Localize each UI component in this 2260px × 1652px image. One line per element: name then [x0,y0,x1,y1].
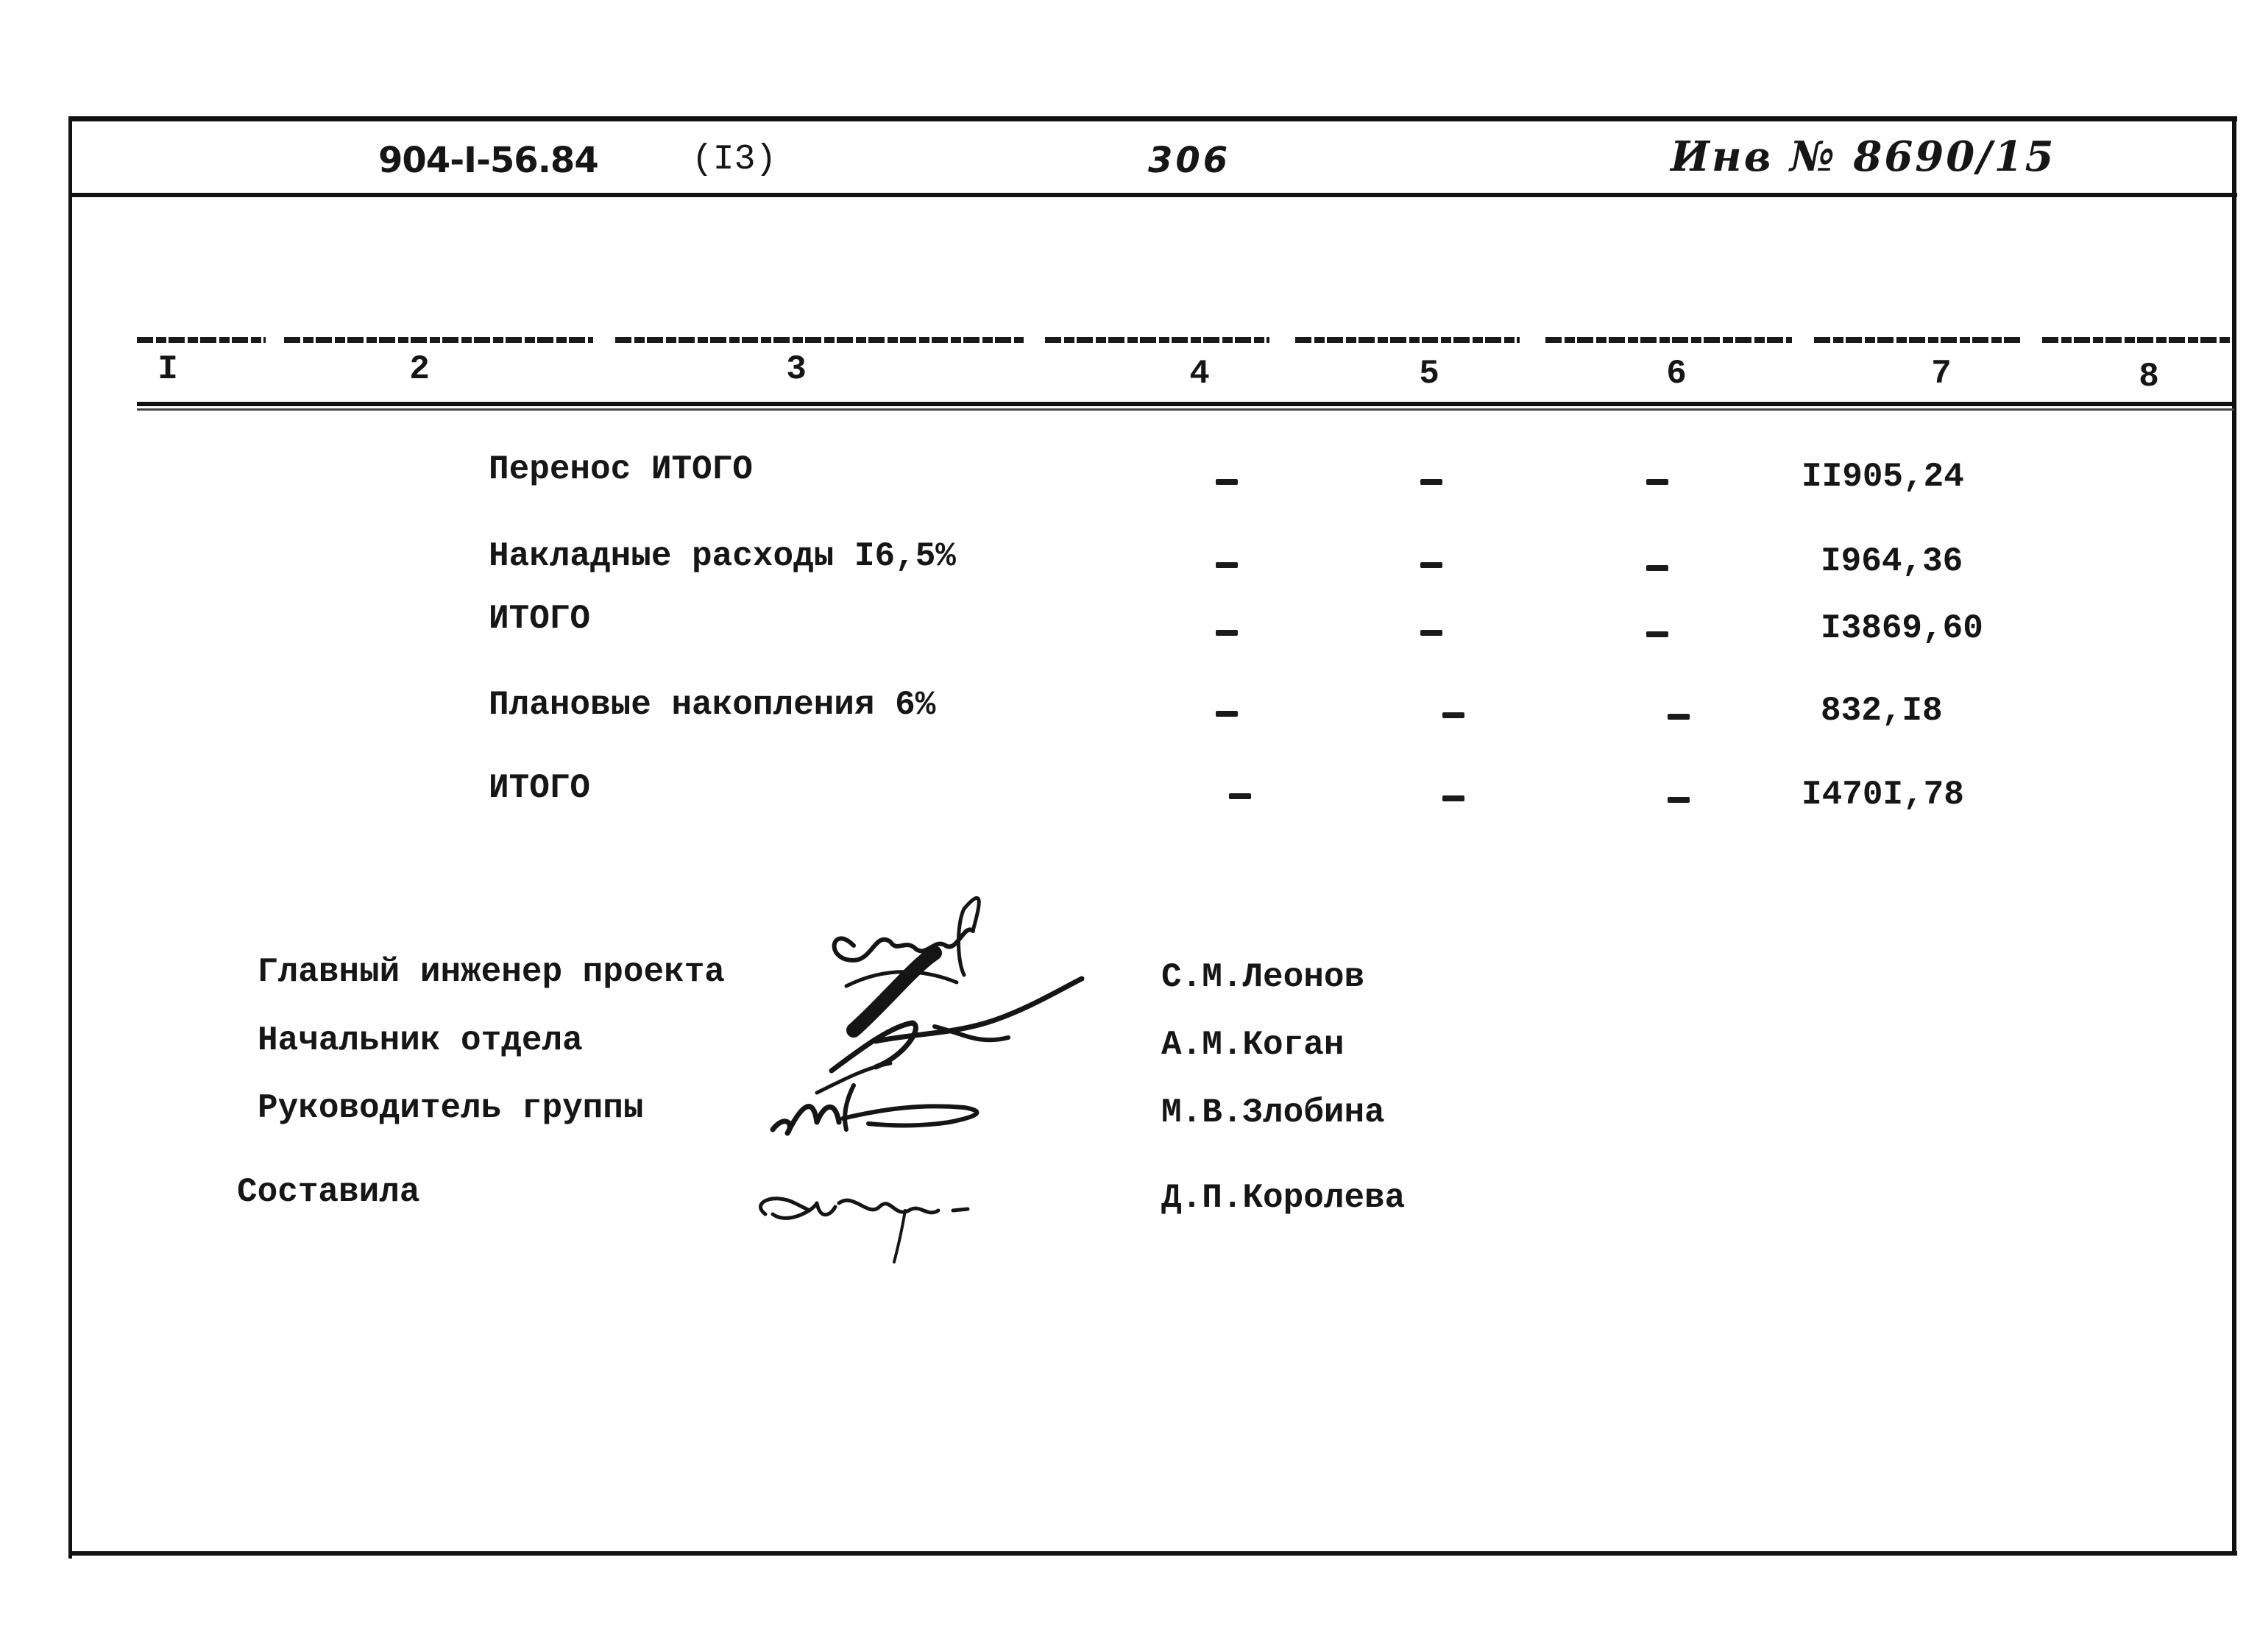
column-header-bar [137,337,266,343]
row-total: I470I,78 [1802,776,1964,814]
empty-value-dash [1216,479,1238,485]
row-total: 832,I8 [1821,692,1943,730]
sheet-number: (I3) [692,140,777,180]
frame-right-border [2232,116,2236,1556]
signatory-name: М.В.Злобина [1161,1093,1385,1132]
inventory-number: Инв № 8690/15 [1671,132,2056,181]
column-number: 5 [1419,355,1439,393]
empty-value-dash [1646,631,1668,637]
signatory-title: Начальник отдела [258,1021,583,1060]
column-header-bar [1295,337,1520,343]
column-header-bar [2042,337,2232,343]
column-number: 4 [1189,355,1210,393]
inventory-underline [1678,193,2061,195]
column-header-bar [1814,337,2020,343]
frame-bottom-border [71,1551,2237,1556]
frame-left-border [68,116,72,1559]
document-code: 904-I-56.84 [378,140,598,181]
row-label: Накладные расходы I6,5% [489,537,956,575]
empty-value-dash [1646,479,1668,485]
empty-value-dash [1668,714,1690,720]
empty-value-dash [1216,562,1238,568]
row-label: ИТОГО [489,769,591,807]
column-number: 2 [409,350,430,389]
handwritten-signatures [743,879,1126,1277]
row-total: I964,36 [1821,542,1963,581]
empty-value-dash [1229,793,1251,799]
empty-value-dash [1668,797,1690,803]
signatory-title: Руководитель группы [258,1089,644,1127]
column-number: 7 [1931,355,1952,393]
signatory-name: А.М.Коган [1161,1026,1345,1064]
signatory-title: Главный инженер проекта [258,953,725,991]
row-label: Перенос ИТОГО [489,450,753,489]
empty-value-dash [1442,795,1464,801]
empty-value-dash [1420,562,1442,568]
row-label: ИТОГО [489,600,591,638]
column-header-bar [615,337,1024,343]
empty-value-dash [1646,565,1668,571]
column-header-bar [1045,337,1269,343]
column-number: 6 [1666,355,1687,393]
row-total: I3869,60 [1821,609,1983,648]
empty-value-dash [1420,630,1442,636]
signatory-name: С.М.Леонов [1161,958,1365,996]
column-header-rule [137,408,2234,411]
signatory-name: Д.П.Королева [1161,1179,1406,1217]
column-header-bar [1545,337,1792,343]
row-label: Плановые накопления 6% [489,686,936,724]
column-number: 8 [2139,358,2159,396]
frame-top-border [71,116,2237,121]
page-number: 306 [1148,140,1231,181]
signatory-title: Составила [237,1173,420,1211]
empty-value-dash [1216,711,1238,717]
column-header-rule [137,402,2234,406]
column-number: I [157,350,178,389]
empty-value-dash [1420,479,1442,485]
empty-value-dash [1442,712,1464,718]
empty-value-dash [1216,630,1238,636]
column-number: 3 [786,350,807,389]
column-header-bar [284,337,593,343]
row-total: II905,24 [1802,458,1964,496]
